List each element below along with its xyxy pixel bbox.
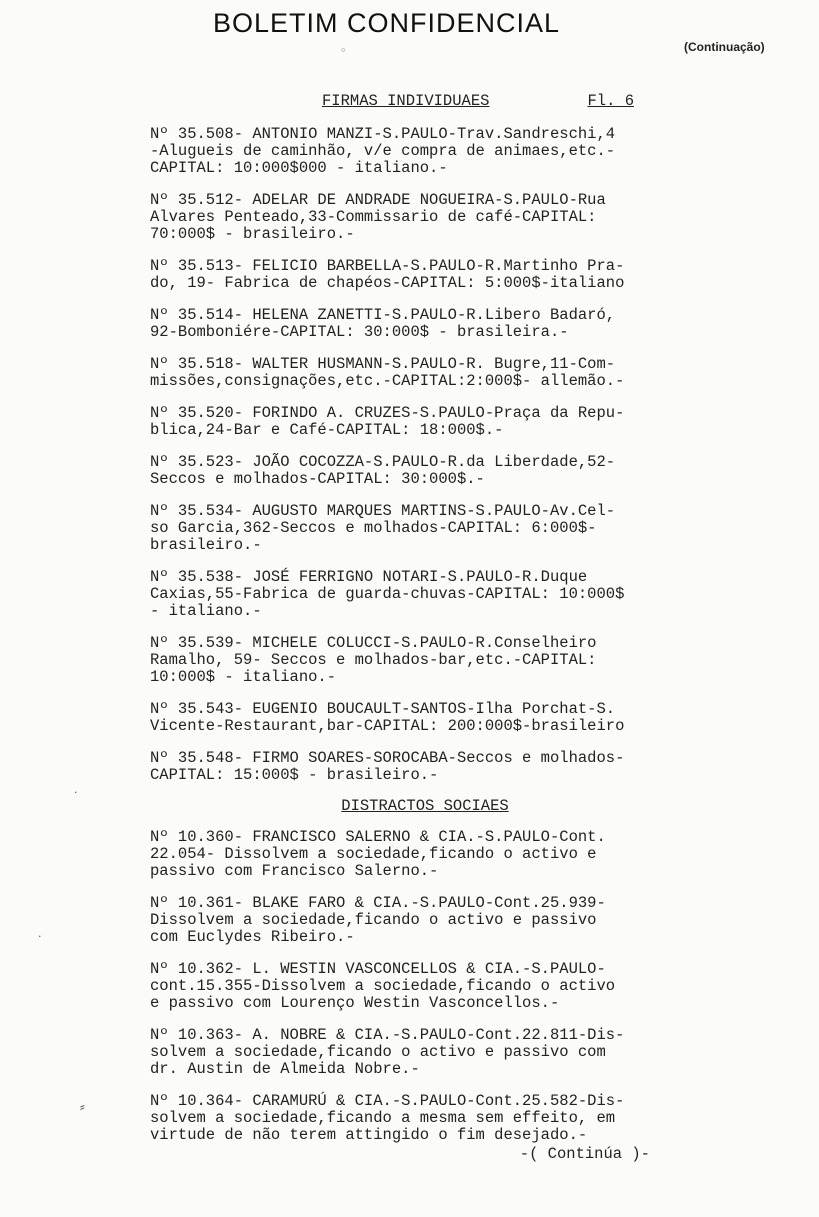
ink-speck: · <box>74 786 78 799</box>
ink-speck: ◦ <box>340 44 347 57</box>
ink-scribble: ⸗ <box>80 1099 85 1115</box>
entries-container <box>150 126 670 1163</box>
list-item: Nº 35.548- FIRMO SOARES-SOROCABA-Seccos e molhados- CAPITAL: 15:000$ - brasileiro.- <box>150 749 625 784</box>
list-item: Nº 10.362- L. WESTIN VASCONCELLOS & CIA.-S.PAULO- cont.15.355-Dissolvem a sociedade,ficando o activo e passivo com Lourenço Westin Vasconcellos.- <box>150 960 616 1012</box>
continuation-label: (Continuação) <box>684 40 765 54</box>
list-item: Nº 35.508- ANTONIO MANZI-S.PAULO-Trav.Sandreschi,4 -Alugueis de caminhão, v/e compra de animaes,etc.- CAPITAL: 10:000$000 - italiano.- <box>150 125 616 177</box>
list-item: Nº 10.363- A. NOBRE & CIA.-S.PAULO-Cont.22.811-Dis- solvem a sociedade,ficando o activo e passivo com dr. Austin de Almeida Nobre.- <box>150 1026 625 1078</box>
continues-label: -( Continúa )- <box>519 1145 650 1163</box>
section-title-firmas: FIRMAS INDIVIDUAES <box>322 92 490 110</box>
list-item: Nº 35.512- ADELAR DE ANDRADE NOGUEIRA-S.PAULO-Rua Alvares Penteado,33-Commissario de café-CAPITAL: 70:000$ - brasileiro.- <box>150 191 606 243</box>
section-title-distractos: DISTRACTOS SOCIAES <box>341 797 509 815</box>
list-item: Nº 10.360- FRANCISCO SALERNO & CIA.-S.PAULO-Cont. 22.054- Dissolvem a sociedade,ficando o activo e passivo com Francisco Salerno.- <box>150 828 606 880</box>
list-item: Nº 10.364- CARAMURÚ & CIA.-S.PAULO-Cont.25.582-Dis- solvem a sociedade,ficando a mesma sem effeito, em virtude de não terem attingido o fim desejado.- <box>150 1092 625 1144</box>
list-item: Nº 35.538- JOSÉ FERRIGNO NOTARI-S.PAULO-R.Duque Caxias,55-Fabrica de guarda-chuvas-CAPITAL: 10:000$ - italiano.- <box>150 568 625 620</box>
list-item: Nº 35.539- MICHELE COLUCCI-S.PAULO-R.Conselheiro Ramalho, 59- Seccos e molhados-bar,etc.-CAPITAL: 10:000$ - italiano.- <box>150 634 597 686</box>
list-item: Nº 35.520- FORINDO A. CRUZES-S.PAULO-Praça da Repu- blica,24-Bar e Café-CAPITAL: 18:000$.- <box>150 404 625 439</box>
list-item: Nº 35.518- WALTER HUSMANN-S.PAULO-R. Bugre,11-Com- missões,consignações,etc.-CAPITAL:2:000$- allemão.- <box>150 355 625 390</box>
list-item: Nº 35.523- JOÃO COCOZZA-S.PAULO-R.da Liberdade,52- Seccos e molhados-CAPITAL: 30:000$.- <box>150 453 616 488</box>
page-number: Fl. 6 <box>587 92 634 110</box>
section-header-firmas <box>322 92 642 110</box>
ink-speck: · <box>38 930 42 943</box>
list-item: Nº 10.361- BLAKE FARO & CIA.-S.PAULO-Cont.25.939- Dissolvem a sociedade,ficando o activo e passivo com Euclydes Ribeiro.- <box>150 894 606 946</box>
list-item: Nº 35.534- AUGUSTO MARQUES MARTINS-S.PAULO-Av.Cel- so Garcia,362-Seccos e molhados-CAPITAL: 6:000$- brasileiro.- <box>150 502 616 554</box>
list-item: Nº 35.513- FELICIO BARBELLA-S.PAULO-R.Martinho Pra- do, 19- Fabrica de chapéos-CAPITAL: 5:000$-italiano <box>150 257 625 292</box>
bulletin-title: BOLETIM CONFIDENCIAL <box>213 8 561 38</box>
list-item: Nº 35.543- EUGENIO BOUCAULT-SANTOS-Ilha Porchat-S. Vicente-Restaurant,bar-CAPITAL: 200:000$-brasileiro <box>150 700 625 735</box>
list-item: Nº 35.514- HELENA ZANETTI-S.PAULO-R.Libero Badaró, 92-Bomboniére-CAPITAL: 30:000$ - brasileira.- <box>150 306 616 341</box>
